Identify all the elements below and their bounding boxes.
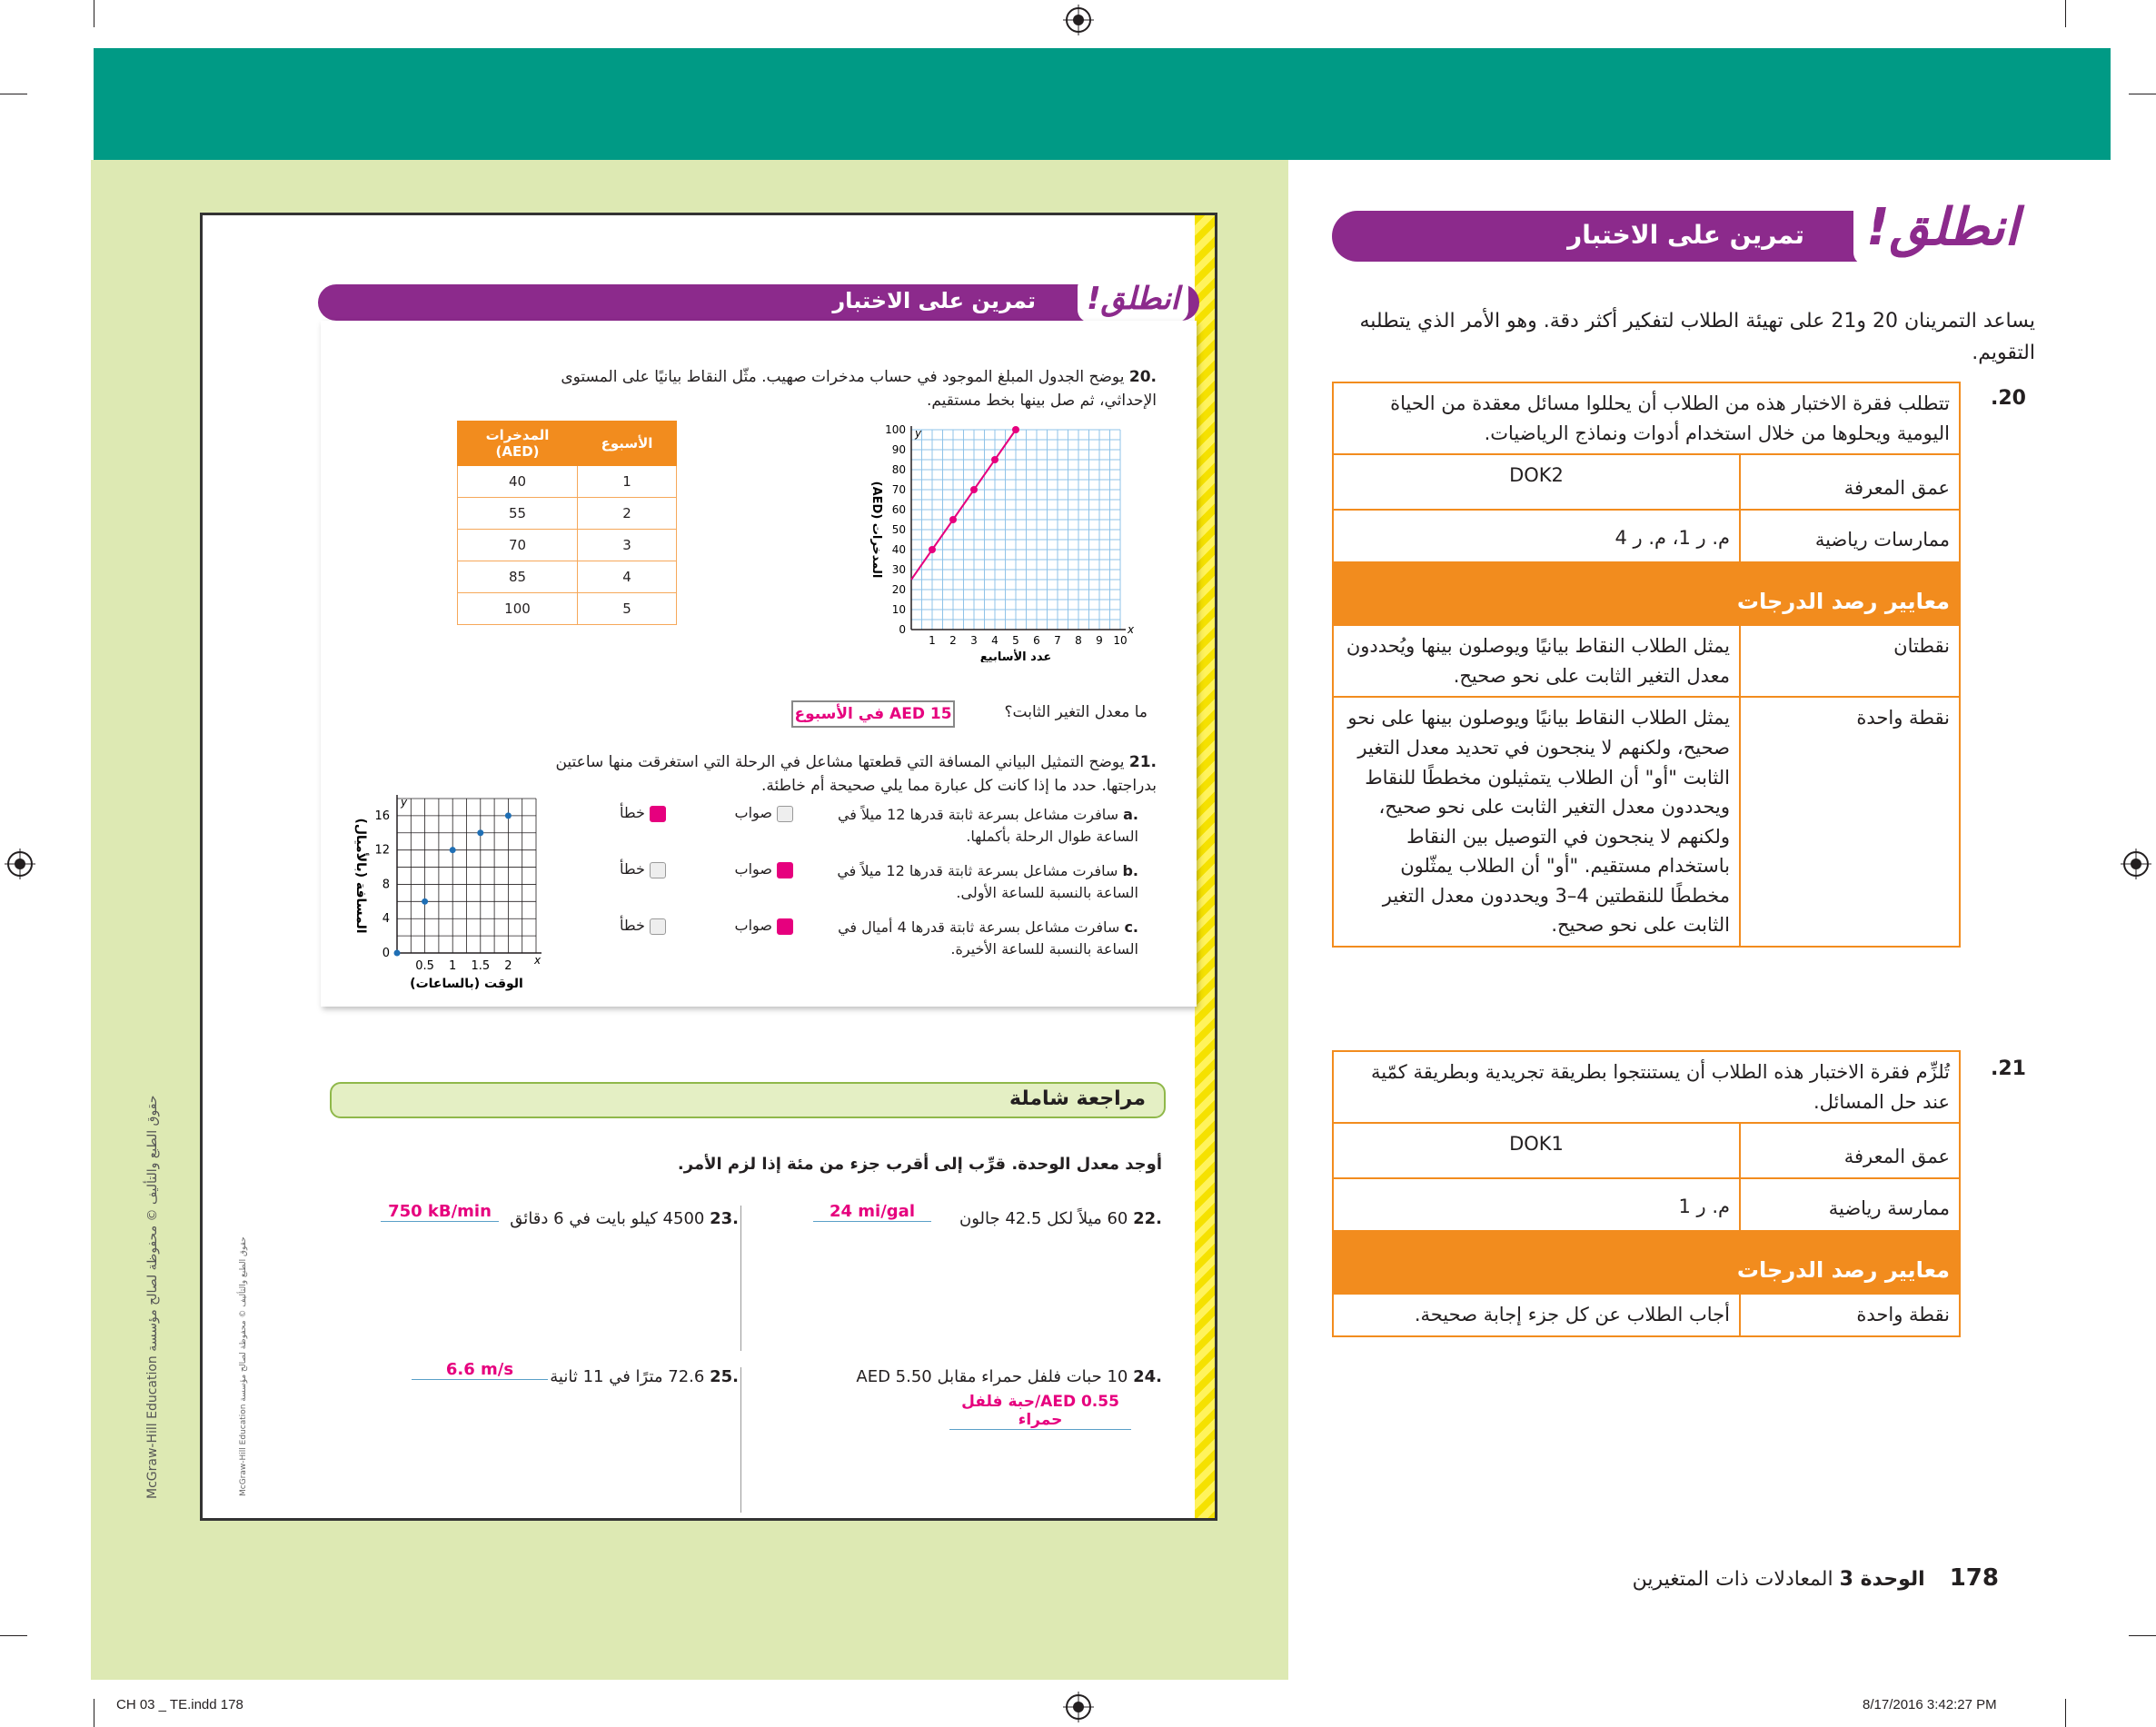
x-tick-label: 2 <box>949 634 957 647</box>
q21-true-b[interactable] <box>711 860 793 878</box>
table-cell: 100 <box>458 593 578 625</box>
table-cell: 1 <box>578 466 677 498</box>
rubric-text: يمثل الطلاب النقاط بيانيًا ويوصلون بينها على نحو صحيح، ولكنهم لا ينجحون في تحديد معدل التغير الثابت "أو" أن الطلاب يتمثيلون مخططًا للنقاط ويحددون معدل التغير الثابت على نحو صحيح، ولكنهم لا ينجحون في التوصيل بين النقاط باستخدام مستقيم. "أو" أن الطلاب يمثّلون مخططًا للنقطتين 4–3 ويحددون معدل التغير الثابت على نحو صحيح. <box>1333 697 1740 946</box>
y-tick-label: 8 <box>382 878 390 892</box>
te-q21-table <box>1332 1050 1961 1337</box>
se-banner <box>318 281 1199 321</box>
x-axis-label: الوقت (بالساعات) <box>410 977 523 991</box>
item-text: سافرت مشاعل بسرعة ثابتة قدرها 12 ميلاً في الساعة طوال الرحلة بأكملها. <box>837 806 1138 845</box>
table-header-savings: المدخرات (AED) <box>458 422 578 466</box>
false-checkbox[interactable] <box>650 918 666 935</box>
q21-false-a[interactable] <box>593 804 666 822</box>
answer-text: AED 0.55/حبة فلفل حمراء <box>961 1393 1119 1429</box>
false-label: خطأ <box>620 917 645 934</box>
q21-true-c[interactable] <box>711 917 793 935</box>
answer-text: 24 mi/gal <box>829 1202 916 1221</box>
item-letter: .a <box>1123 806 1138 823</box>
true-label: صواب <box>734 917 772 934</box>
te-q20-table <box>1332 382 1961 948</box>
table-header-week: الأسبوع <box>578 422 677 466</box>
se-banner-brand: انطلق! <box>1078 275 1188 323</box>
y-tick-label: 0 <box>382 947 390 960</box>
answer-23 <box>381 1202 499 1222</box>
item-letter: .b <box>1122 862 1138 879</box>
answer-text: 750 kB/min <box>388 1202 492 1221</box>
table-row <box>458 498 677 530</box>
unit-title: المعادلات ذات المتغيرين <box>1632 1568 1833 1591</box>
y-tick-label: 10 <box>891 603 906 616</box>
distance-chart <box>339 789 557 997</box>
dok-label: عمق المعرفة <box>1740 454 1960 510</box>
answer-24 <box>949 1393 1131 1430</box>
yellow-strip <box>1195 215 1215 1518</box>
y-tick-label: 16 <box>374 809 390 823</box>
x-tick-label: 1.5 <box>471 959 491 973</box>
data-point <box>970 486 978 493</box>
table-cell: 3 <box>578 530 677 561</box>
data-point <box>422 898 428 905</box>
x-tick-label: 7 <box>1054 634 1061 647</box>
true-checkbox[interactable] <box>777 918 793 935</box>
table-cell: 5 <box>578 593 677 625</box>
item-text: سافرت مشاعل بسرعة ثابتة قدرها 12 ميلاً في الساعة بالنسبة للساعة الأولى. <box>837 862 1138 901</box>
table-cell: 2 <box>578 498 677 530</box>
te-banner-title: تمرين على الاختبار <box>1567 220 1804 250</box>
q21-false-b[interactable] <box>593 860 666 878</box>
dok-value: DOK2 <box>1333 454 1740 510</box>
answer-text: 6.6 m/s <box>445 1360 514 1379</box>
item-text: سافرت مشاعل بسرعة ثابتة قدرها 4 أميال في الساعة بالنسبة للساعة الأخيرة. <box>838 918 1138 958</box>
te-q21-desc: تُلزِّم فقرة الاختبار هذه الطلاب أن يستنتجوا بطريقة تجريدية وبطريقة كمّية عند حل المسائل. <box>1333 1051 1960 1123</box>
q20-prompt: يوضح الجدول المبلغ الموجود في حساب مدخرات صهيب. مثّل النقاط بيانيًا على المستوى الإحداثي، ثم صل بينها بخط مستقيم. <box>561 368 1157 410</box>
header-band <box>94 48 2111 160</box>
y-tick-label: 100 <box>885 423 906 436</box>
item-number: .25 <box>710 1367 739 1386</box>
table-cell: 85 <box>458 561 578 593</box>
q21-item-a <box>802 804 1138 848</box>
x-tick-label: 2 <box>504 959 512 973</box>
review-title: مراجعة شاملة <box>1009 1087 1146 1110</box>
te-banner-brand: انطلق! <box>1853 191 2032 265</box>
column-divider <box>740 1206 741 1351</box>
y-tick-label: 40 <box>891 543 906 556</box>
y-axis-letter: y <box>915 427 922 440</box>
q21-number: .21 <box>1128 753 1157 771</box>
y-tick-label: 0 <box>899 623 906 636</box>
true-checkbox[interactable] <box>777 806 793 822</box>
item-letter: .c <box>1124 918 1138 936</box>
rubric-score: نقطة واحدة <box>1740 1294 1960 1336</box>
x-tick-label: 9 <box>1096 634 1103 647</box>
q20-number: .20 <box>1128 368 1157 386</box>
data-point <box>477 829 483 836</box>
y-tick-label: 50 <box>891 523 906 536</box>
y-tick-label: 60 <box>891 503 906 516</box>
rubric-text: يمثل الطلاب النقاط بيانيًا ويوصلون بينها ويُحددون معدل التغير الثابت على نحو صحيح. <box>1333 625 1740 697</box>
registration-mark-icon <box>5 849 35 879</box>
q21-prompt: يوضح التمثيل البياني المسافة التي قطعتها مشاعل في الرحلة التي استغرقت منها ساعتين بدراجتها. حدد ما إذا كانت كل عبارة مما يلي صحيحة أم خاطئة. <box>555 753 1157 795</box>
y-tick-label: 12 <box>374 843 390 858</box>
false-label: خطأ <box>620 860 645 878</box>
item-text: 10 حبات فلفل حمراء مقابل 5.50 AED <box>856 1367 1128 1386</box>
te-intro: يساعد التمرينان 20 و21 على تهيئة الطلاب لتفكير أكثر دقة. وهو الأمر الذي يتطلبه التقويم. <box>1359 310 2035 365</box>
q21-false-c[interactable] <box>593 917 666 935</box>
rubric-title: معايير رصد الدرجات <box>1333 1231 1960 1294</box>
x-tick-label: 1 <box>449 959 457 973</box>
table-row <box>458 593 677 625</box>
y-axis-label: المسافة (بالأميال) <box>353 818 368 934</box>
x-tick-label: 10 <box>1113 634 1128 647</box>
practice-label: ممارسات رياضية <box>1740 510 1960 563</box>
page-footer <box>1454 1564 1999 1592</box>
item-text: 72.6 مترًا في 11 ثانية <box>550 1367 705 1386</box>
data-point <box>1012 426 1019 433</box>
table-cell: 4 <box>578 561 677 593</box>
x-tick-label: 8 <box>1075 634 1082 647</box>
q20-answer-box <box>791 700 955 728</box>
false-label: خطأ <box>620 804 645 821</box>
student-page <box>200 213 1217 1521</box>
review-instruction: أوجد معدل الوحدة. قرِّب إلى أقرب جزء من مئة إذا لزم الأمر. <box>677 1155 1162 1174</box>
y-tick-label: 4 <box>382 912 390 927</box>
q20-question: ما معدل التغير الثابت؟ <box>1004 703 1148 721</box>
q21-text <box>502 751 1157 798</box>
table-cell: 40 <box>458 466 578 498</box>
item-text: 60 ميلاً لكل 42.5 جالون <box>959 1209 1128 1228</box>
te-q21-number: .21 <box>1991 1057 2026 1080</box>
review-banner <box>330 1082 1166 1118</box>
x-tick-label: 6 <box>1033 634 1040 647</box>
answer-25 <box>412 1360 548 1380</box>
q20-answer: 15 AED في الأسبوع <box>794 705 952 723</box>
unit-label: الوحدة 3 <box>1839 1568 1925 1591</box>
rubric-text: أجاب الطلاب عن كل جزء إجابة صحيحة. <box>1333 1294 1740 1336</box>
x-tick-label: 1 <box>929 634 936 647</box>
x-tick-label: 0.5 <box>415 959 434 973</box>
x-axis-letter: x <box>534 954 541 967</box>
true-label: صواب <box>734 804 772 821</box>
dok-value: DOK1 <box>1333 1123 1740 1178</box>
table-row <box>458 530 677 561</box>
y-tick-label: 90 <box>891 443 906 456</box>
review-item-22 <box>748 1209 1162 1228</box>
te-banner <box>1332 198 2022 262</box>
registration-mark-icon <box>1063 5 1094 35</box>
practice-value: م. ر 1، م. ر 4 <box>1333 510 1740 563</box>
rubric-score: نقطة واحدة <box>1740 697 1960 946</box>
column-divider <box>740 1367 741 1513</box>
q21-item-b <box>802 860 1138 904</box>
y-tick-label: 30 <box>891 563 906 576</box>
y-axis-letter: y <box>401 796 408 809</box>
te-q20-desc: تتطلب فقرة الاختبار هذه من الطلاب أن يحللوا مسائل معقدة من الحياة اليومية ويحلوها من خلال استخدام أدوات ونماذج الرياضيات. <box>1333 382 1960 454</box>
table-row <box>458 466 677 498</box>
slug-right: 8/17/2016 3:42:27 PM <box>1863 1697 1997 1712</box>
rubric-title: معايير رصد الدرجات <box>1333 562 1960 625</box>
data-point <box>450 847 456 853</box>
item-number: .22 <box>1133 1209 1162 1228</box>
savings-table <box>457 421 677 625</box>
registration-mark-icon <box>2121 849 2151 879</box>
x-tick-label: 3 <box>970 634 978 647</box>
data-point <box>949 516 957 523</box>
table-cell: 70 <box>458 530 578 561</box>
se-banner-title: تمرين على الاختبار <box>832 288 1036 313</box>
y-tick-label: 20 <box>891 583 906 596</box>
practice-label: ممارسة رياضية <box>1740 1178 1960 1232</box>
copyright-side: McGraw-Hill Education حقوق الطبع والتأليف © محفوظة لصالح مؤسسة <box>145 1095 160 1499</box>
data-point <box>991 456 999 463</box>
answer-22 <box>813 1202 931 1222</box>
te-q20-number: .20 <box>1991 387 2026 410</box>
y-tick-label: 80 <box>891 463 906 476</box>
x-axis-label: عدد الأسابيع <box>979 650 1052 662</box>
practice-value: م. ر 1 <box>1333 1178 1740 1232</box>
item-number: .23 <box>710 1209 739 1228</box>
slug-left: CH 03 _ TE.indd 178 <box>116 1697 243 1712</box>
x-axis-letter: x <box>1128 623 1135 636</box>
savings-chart <box>857 417 1148 662</box>
data-point <box>505 812 512 819</box>
item-text: 4500 كيلو بايت في 6 دقائق <box>510 1209 705 1228</box>
false-checkbox[interactable] <box>650 806 666 822</box>
item-number: .24 <box>1133 1367 1162 1386</box>
page-number: 178 <box>1949 1564 1999 1592</box>
rubric-score: نقطتان <box>1740 625 1960 697</box>
review-item-24 <box>748 1367 1162 1386</box>
q20-text <box>502 366 1157 412</box>
data-point <box>929 546 936 553</box>
x-tick-label: 5 <box>1012 634 1019 647</box>
table-row <box>458 561 677 593</box>
registration-mark-icon <box>1063 1692 1094 1722</box>
q21-true-a[interactable] <box>711 804 793 822</box>
true-label: صواب <box>734 860 772 878</box>
dok-label: عمق المعرفة <box>1740 1123 1960 1178</box>
false-checkbox[interactable] <box>650 862 666 878</box>
y-axis-label: المدخرات (AED) <box>869 481 883 579</box>
y-tick-label: 70 <box>891 483 906 496</box>
true-checkbox[interactable] <box>777 862 793 878</box>
x-tick-label: 4 <box>991 634 999 647</box>
data-point <box>394 950 401 957</box>
table-cell: 55 <box>458 498 578 530</box>
q21-item-c <box>802 917 1138 960</box>
copyright-inner: McGraw-Hill Education حقوق الطبع والتأليف © محفوظة لصالح مؤسسة <box>239 1236 248 1496</box>
